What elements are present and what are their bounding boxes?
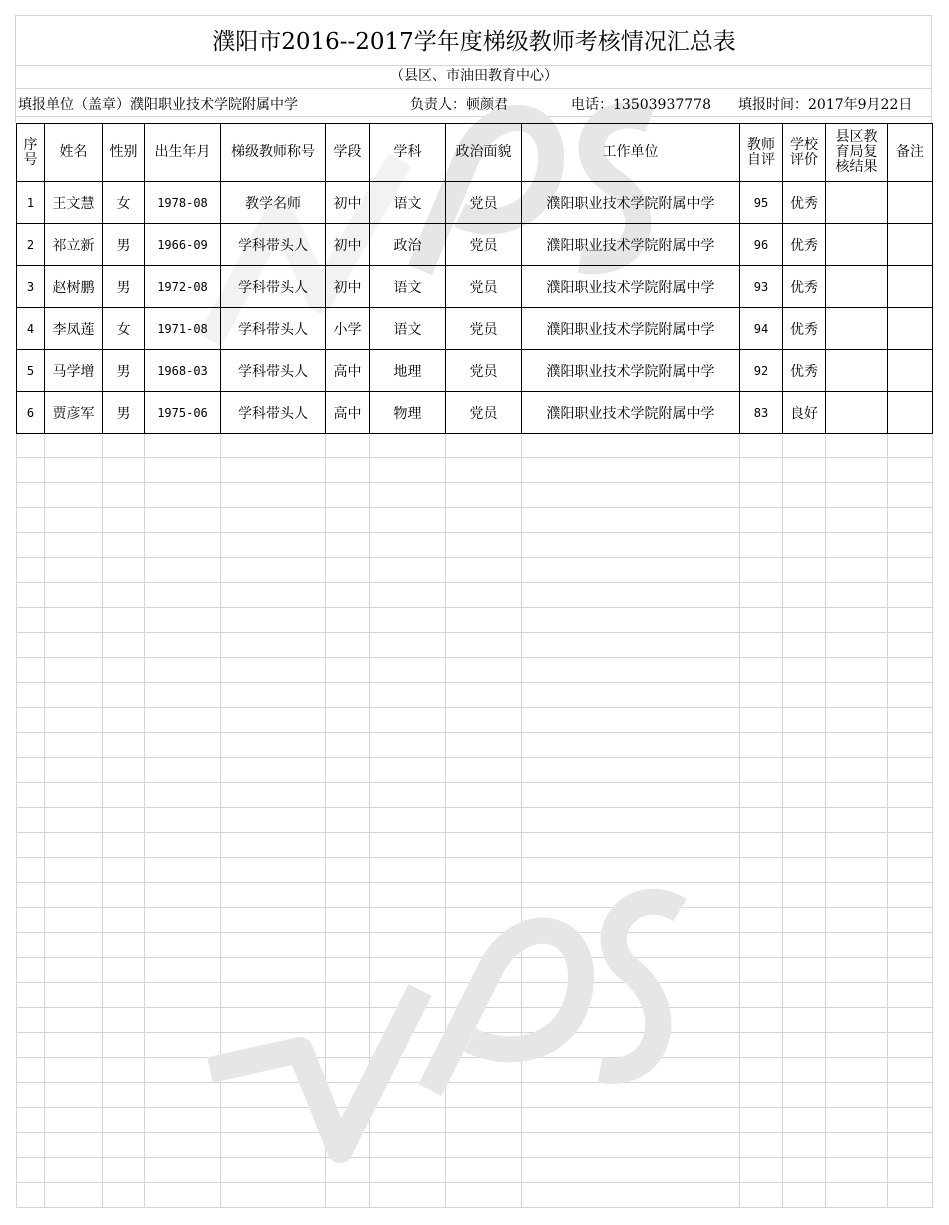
cell-subject[interactable]: 物理	[370, 392, 446, 434]
table-row	[17, 224, 933, 266]
gridline	[16, 1107, 932, 1108]
gridline	[16, 532, 932, 533]
gridline	[16, 557, 932, 558]
gridline	[825, 432, 826, 1208]
gridline	[16, 482, 932, 483]
gridline	[144, 432, 145, 1208]
header-cell[interactable]: 学科	[370, 124, 446, 182]
cell-political-status[interactable]: 党员	[446, 392, 522, 434]
cell-title[interactable]: 学科带头人	[221, 308, 326, 350]
sheet-subtitle: （县区、市油田教育中心）	[390, 68, 558, 84]
cell-school-rating[interactable]: 良好	[783, 392, 826, 434]
cell-gender[interactable]: 女	[103, 182, 145, 224]
wps-watermark-bottom	[170, 820, 730, 1200]
cell-review-result[interactable]	[826, 224, 888, 266]
cell-remarks[interactable]	[888, 308, 933, 350]
phone-label: 电话：13503937778	[571, 97, 711, 113]
cell-review-result[interactable]	[826, 266, 888, 308]
header-cell[interactable]: 序号	[17, 124, 45, 182]
cell-review-result[interactable]	[826, 182, 888, 224]
gridline	[16, 657, 932, 658]
cell-birth-month[interactable]: 1966-09	[145, 224, 221, 266]
cell-political-status[interactable]: 党员	[446, 308, 522, 350]
gridline	[16, 607, 932, 608]
gridline	[16, 882, 932, 883]
cell-name[interactable]: 贾彦军	[45, 392, 103, 434]
cell-gender[interactable]: 女	[103, 308, 145, 350]
gridline	[16, 432, 17, 1208]
gridline	[16, 707, 932, 708]
cell-title[interactable]: 教学名师	[221, 182, 326, 224]
header-cell[interactable]: 工作单位	[522, 124, 740, 182]
cell-political-status[interactable]: 党员	[446, 182, 522, 224]
cell-name[interactable]: 马学增	[45, 350, 103, 392]
cell-work-unit[interactable]: 濮阳职业技术学院附属中学	[522, 224, 740, 266]
gridline	[16, 782, 932, 783]
cell-self-score[interactable]: 95	[740, 182, 783, 224]
gridline	[16, 507, 932, 508]
header-cell[interactable]: 县区教育局复核结果	[826, 124, 888, 182]
cell-subject[interactable]: 语文	[370, 182, 446, 224]
table-row	[17, 182, 933, 224]
header-cell[interactable]: 教师自评	[740, 124, 783, 182]
cell-review-result[interactable]	[826, 392, 888, 434]
cell-index[interactable]: 5	[17, 350, 45, 392]
gridline	[16, 1132, 932, 1133]
gridline	[16, 116, 932, 117]
cell-index[interactable]: 6	[17, 392, 45, 434]
cell-work-unit[interactable]: 濮阳职业技术学院附属中学	[522, 266, 740, 308]
cell-self-score[interactable]: 94	[740, 308, 783, 350]
cell-subject[interactable]: 地理	[370, 350, 446, 392]
cell-name[interactable]: 祁立新	[45, 224, 103, 266]
cell-stage[interactable]: 初中	[326, 224, 370, 266]
cell-gender[interactable]: 男	[103, 224, 145, 266]
gridline	[16, 632, 932, 633]
cell-work-unit[interactable]: 濮阳职业技术学院附属中学	[522, 392, 740, 434]
cell-self-score[interactable]: 93	[740, 266, 783, 308]
gridline	[16, 682, 932, 683]
gridline	[16, 757, 932, 758]
cell-name[interactable]: 李凤莲	[45, 308, 103, 350]
gridline	[16, 832, 932, 833]
cell-self-score[interactable]: 92	[740, 350, 783, 392]
cell-remarks[interactable]	[888, 224, 933, 266]
sheet-title: 濮阳市2016--2017学年度梯级教师考核情况汇总表	[212, 29, 736, 55]
teacher-assessment-table	[16, 123, 933, 434]
fill-time-label: 填报时间：2017年9月22日	[738, 97, 913, 113]
cell-gender[interactable]: 男	[103, 266, 145, 308]
cell-review-result[interactable]	[826, 308, 888, 350]
responsible-person-label: 负责人：顿颜君	[410, 97, 508, 113]
cell-birth-month[interactable]: 1978-08	[145, 182, 221, 224]
cell-school-rating[interactable]: 优秀	[783, 182, 826, 224]
cell-school-rating[interactable]: 优秀	[783, 266, 826, 308]
table-row	[17, 350, 933, 392]
cell-school-rating[interactable]: 优秀	[783, 350, 826, 392]
cell-political-status[interactable]: 党员	[446, 224, 522, 266]
cell-work-unit[interactable]: 濮阳职业技术学院附属中学	[522, 182, 740, 224]
cell-work-unit[interactable]: 濮阳职业技术学院附属中学	[522, 308, 740, 350]
cell-subject[interactable]: 政治	[370, 224, 446, 266]
header-cell[interactable]: 学校评价	[783, 124, 826, 182]
gridline	[932, 432, 933, 1208]
cell-birth-month[interactable]: 1972-08	[145, 266, 221, 308]
gridline	[16, 982, 932, 983]
cell-birth-month[interactable]: 1971-08	[145, 308, 221, 350]
gridline	[16, 1032, 932, 1033]
gridline	[16, 932, 932, 933]
cell-review-result[interactable]	[826, 350, 888, 392]
gridline	[16, 807, 932, 808]
cell-stage[interactable]: 小学	[326, 308, 370, 350]
gridline	[887, 432, 888, 1208]
gridline	[16, 15, 932, 16]
cell-title[interactable]: 学科带头人	[221, 224, 326, 266]
cell-remarks[interactable]	[888, 392, 933, 434]
cell-title[interactable]: 学科带头人	[221, 266, 326, 308]
gridline	[102, 432, 103, 1208]
cell-index[interactable]: 1	[17, 182, 45, 224]
cell-stage[interactable]: 初中	[326, 266, 370, 308]
table-row	[17, 392, 933, 434]
gridline	[16, 88, 932, 89]
gridline	[782, 432, 783, 1208]
cell-name[interactable]: 王文慧	[45, 182, 103, 224]
header-cell[interactable]: 备注	[888, 124, 933, 182]
header-cell[interactable]: 出生年月	[145, 124, 221, 182]
cell-name[interactable]: 赵树鹏	[45, 266, 103, 308]
cell-subject[interactable]: 语文	[370, 266, 446, 308]
cell-birth-month[interactable]: 1968-03	[145, 350, 221, 392]
cell-title[interactable]: 学科带头人	[221, 350, 326, 392]
gridline	[16, 1007, 932, 1008]
gridline	[521, 432, 522, 1208]
gridline	[325, 432, 326, 1208]
header-cell[interactable]: 政治面貌	[446, 124, 522, 182]
cell-gender[interactable]: 男	[103, 350, 145, 392]
gridline	[739, 432, 740, 1208]
cell-index[interactable]: 3	[17, 266, 45, 308]
gridline	[16, 1082, 932, 1083]
cell-gender[interactable]: 男	[103, 392, 145, 434]
cell-political-status[interactable]: 党员	[446, 266, 522, 308]
gridline	[369, 432, 370, 1208]
cell-stage[interactable]: 初中	[326, 182, 370, 224]
gridline	[16, 732, 932, 733]
gridline	[16, 907, 932, 908]
header-cell[interactable]: 学段	[326, 124, 370, 182]
cell-self-score[interactable]: 96	[740, 224, 783, 266]
gridline	[16, 1182, 932, 1183]
gridline	[16, 457, 932, 458]
gridline	[16, 957, 932, 958]
gridline	[16, 582, 932, 583]
gridline	[445, 432, 446, 1208]
header-cell[interactable]: 梯级教师称号	[221, 124, 326, 182]
cell-remarks[interactable]	[888, 182, 933, 224]
fill-unit-label: 填报单位（盖章）濮阳职业技术学院附属中学	[18, 97, 298, 113]
cell-index[interactable]: 4	[17, 308, 45, 350]
cell-school-rating[interactable]: 优秀	[783, 224, 826, 266]
cell-school-rating[interactable]: 优秀	[783, 308, 826, 350]
gridline	[44, 432, 45, 1208]
cell-work-unit[interactable]: 濮阳职业技术学院附属中学	[522, 350, 740, 392]
cell-subject[interactable]: 语文	[370, 308, 446, 350]
cell-stage[interactable]: 高中	[326, 350, 370, 392]
cell-stage[interactable]: 高中	[326, 392, 370, 434]
table-row	[17, 266, 933, 308]
gridline	[16, 1157, 932, 1158]
cell-political-status[interactable]: 党员	[446, 350, 522, 392]
gridline	[16, 1057, 932, 1058]
cell-index[interactable]: 2	[17, 224, 45, 266]
cell-title[interactable]: 学科带头人	[221, 392, 326, 434]
gridline	[16, 1207, 932, 1208]
header-cell[interactable]: 姓名	[45, 124, 103, 182]
cell-self-score[interactable]: 83	[740, 392, 783, 434]
table-row	[17, 308, 933, 350]
cell-birth-month[interactable]: 1975-06	[145, 392, 221, 434]
cell-remarks[interactable]	[888, 266, 933, 308]
header-cell[interactable]: 性别	[103, 124, 145, 182]
gridline	[220, 432, 221, 1208]
cell-remarks[interactable]	[888, 350, 933, 392]
gridline	[16, 857, 932, 858]
table-header-row	[17, 124, 933, 182]
